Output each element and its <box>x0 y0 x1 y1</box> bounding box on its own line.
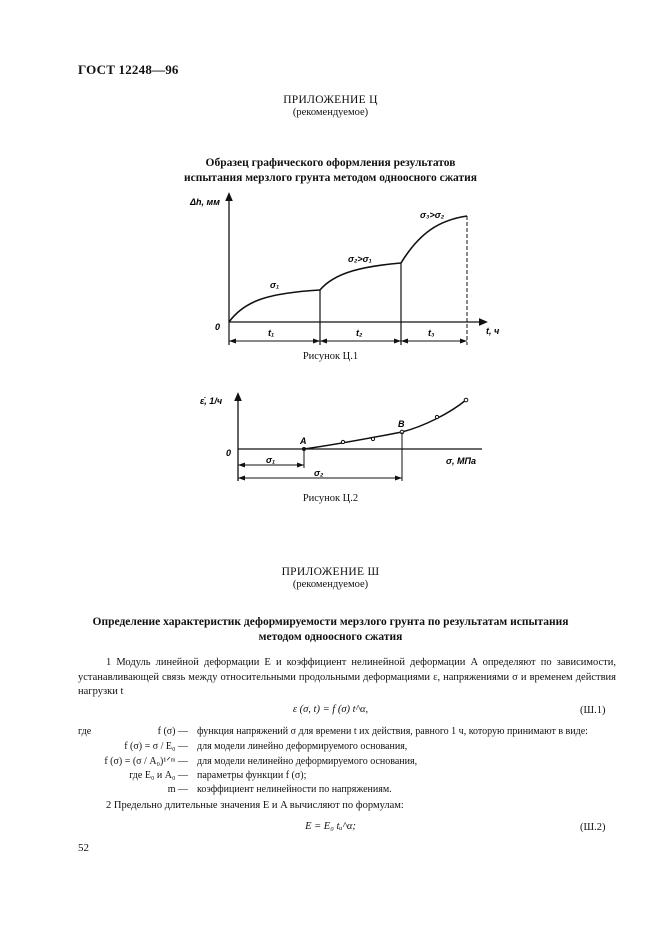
figure-1-caption: Рисунок Ц.1 <box>302 351 359 362</box>
where-term-3: f (σ) = (σ / A₀)¹ᐟᵐ — <box>104 756 188 767</box>
page-number: 52 <box>78 842 89 854</box>
fig1-y-label: Δh, мм <box>190 197 220 207</box>
where-desc-4: параметры функции f (σ); <box>197 770 307 781</box>
formula-2: E = E₀ tᵤ^α; <box>305 821 356 832</box>
appendix-sh-heading-line2: методом одноосного сжатия <box>258 631 403 643</box>
where-term-4: где E₀ и A₀ — <box>129 770 188 781</box>
fig2-point-b: B <box>398 419 405 429</box>
fig2-curve <box>304 400 466 449</box>
fig1-interval-label-2: t₂ <box>356 328 363 338</box>
fig1-origin: 0 <box>215 322 221 332</box>
fig2-y-label: ε̇, 1/ч <box>200 396 223 406</box>
fig1-stage-label-2: σ₂>σ₁ <box>348 254 372 264</box>
paragraph-1: 1 Модуль линейной деформации E и коэффициент нелинейной деформации A определяют по зависимости, устанавливающей связь между относительными продольными деформациями ε, напряжениями σ и временем действия нагрузки t <box>78 657 616 697</box>
fig2-point <box>464 398 468 402</box>
where-term-2: f (σ) = σ / E₀ — <box>124 741 188 752</box>
fig1-stage-label-1: σ₁ <box>270 280 280 290</box>
figure-2-chart <box>0 380 661 492</box>
paragraph-2: 2 Предельно длительные значения E и A вычисляют по формулам: <box>106 800 404 811</box>
where-word: где <box>78 726 92 737</box>
fig1-curve-stage-2 <box>320 263 401 290</box>
fig2-point <box>435 415 438 418</box>
formula-1: ε (σ, t) = f (σ) t^α, <box>292 704 369 715</box>
appendix-c-title: ПРИЛОЖЕНИЕ Ц <box>283 94 378 106</box>
document-code: ГОСТ 12248—96 <box>78 62 179 77</box>
appendix-sh-title: ПРИЛОЖЕНИЕ Ш <box>281 566 380 578</box>
fig1-stage-label-3: σ₃>σ₂ <box>420 210 445 220</box>
where-term-5: m — <box>167 784 188 795</box>
fig1-interval-label-3: t₃ <box>428 328 435 338</box>
figure-2-caption: Рисунок Ц.2 <box>302 493 359 504</box>
where-desc-3: для модели нелинейно деформируемого основания, <box>197 756 418 767</box>
fig2-point <box>341 440 344 443</box>
fig1-curve-stage-1 <box>229 290 320 322</box>
appendix-c-heading-line1: Образец графического оформления результатов <box>205 157 456 169</box>
fig2-origin: 0 <box>226 448 232 458</box>
fig2-point <box>371 437 374 440</box>
fig2-dim-label-1: σ₁ <box>266 455 276 465</box>
appendix-sh-heading-line1: Определение характеристик деформируемости мерзлого грунта по результатам испытания <box>92 616 569 628</box>
where-desc-5: коэффициент нелинейности по напряжениям. <box>197 784 392 795</box>
fig1-x-label: t, ч <box>486 326 500 336</box>
appendix-c-heading-line2: испытания мерзлого грунта методом одноосного сжатия <box>183 172 478 184</box>
appendix-sh-subtitle: (рекомендуемое) <box>292 579 369 590</box>
figure-1-chart <box>0 0 661 360</box>
formula-2-number: (Ш.2) <box>580 822 606 833</box>
formula-1-number: (Ш.1) <box>580 705 606 716</box>
where-term-1: f (σ) — <box>157 726 188 737</box>
fig1-interval-label-1: t₁ <box>268 328 275 338</box>
fig2-dim-label-2: σ₂ <box>314 468 324 478</box>
where-desc-2: для модели линейно деформируемого основания, <box>197 741 408 752</box>
fig2-point-a: A <box>300 436 307 446</box>
where-desc-1: функция напряжений σ для времени t их действия, равного 1 ч, которую принимают в виде: <box>197 726 588 737</box>
fig1-curve-stage-3 <box>401 216 467 263</box>
fig2-x-label: σ, МПа <box>446 456 476 466</box>
appendix-c-subtitle: (рекомендуемое) <box>292 107 369 118</box>
